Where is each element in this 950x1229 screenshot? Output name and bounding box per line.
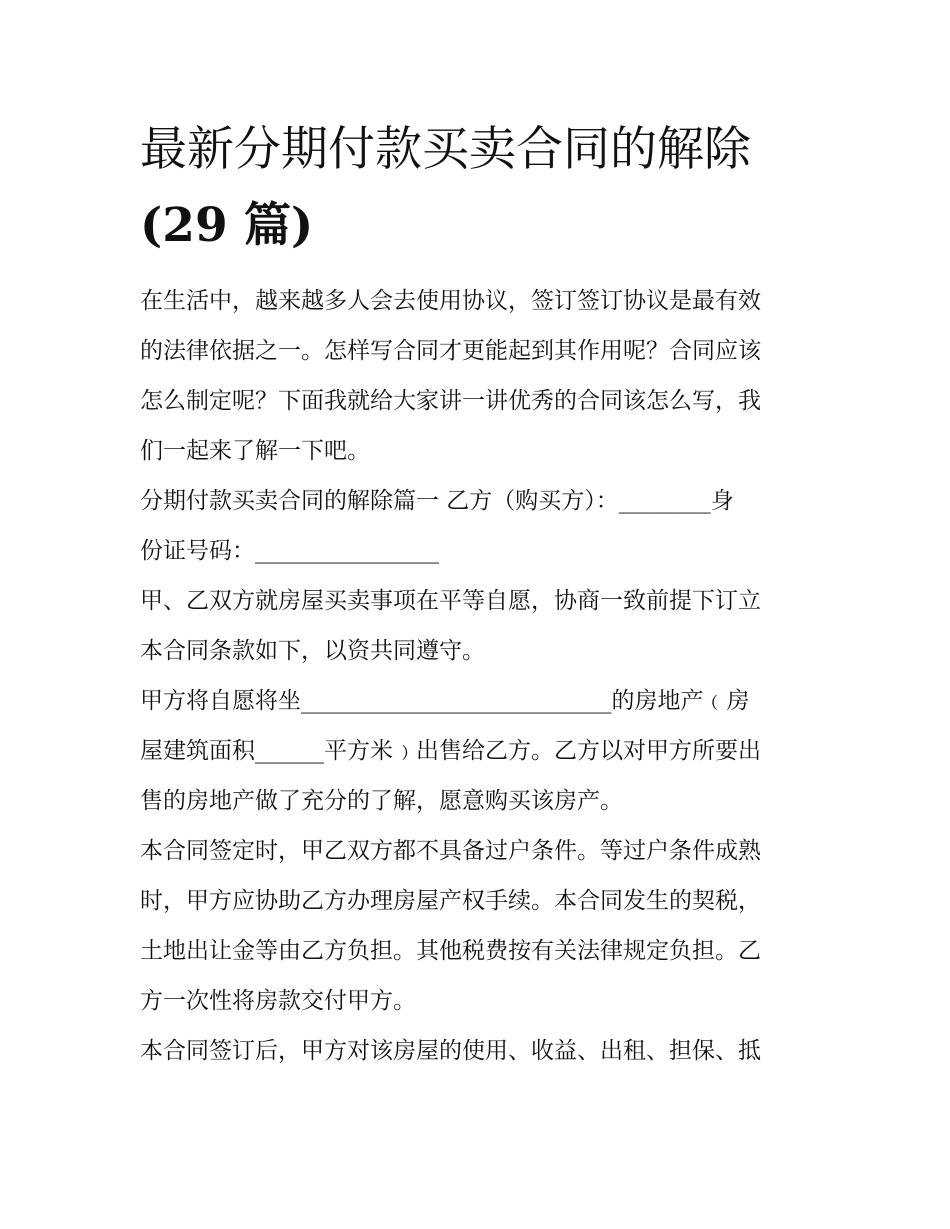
paragraph-intro (140, 276, 812, 476)
text-line: 方一次性将房款交付甲方。 (140, 988, 416, 1014)
title-line-2: (29 篇) (140, 198, 314, 253)
text-line: 甲、乙双方就房屋买卖事项在平等自愿，协商一致前提下订立 (140, 588, 761, 614)
text-line: 的法律依据之一。怎样写合同才更能起到其作用呢？合同应该 (140, 338, 761, 364)
text-line: 售的房地产做了充分的了解，愿意购买该房产。 (140, 788, 623, 814)
paragraph-agreement (140, 576, 812, 676)
text-line: 本合同条款如下，以资共同遵守。 (140, 638, 485, 664)
text-line: 在生活中，越来越多人会去使用协议，签订签订协议是最有效 (140, 288, 761, 314)
text-line: 分期付款买卖合同的解除篇一 乙方（购买方）：________身 (140, 488, 734, 514)
text-line: 甲方将自愿将坐___________________________的房地产﹙房 (140, 688, 750, 714)
document-title (140, 112, 820, 264)
paragraph-party-b (140, 476, 812, 576)
text-line: 屋建筑面积______平方米﹚出售给乙方。乙方以对甲方所要出 (140, 738, 761, 764)
text-line: 份证号码：________________ (140, 538, 439, 564)
text-line: 怎么制定呢？下面我就给大家讲一讲优秀的合同该怎么写，我 (140, 388, 761, 414)
title-line-1: 最新分期付款买卖合同的解除 (140, 122, 751, 177)
text-line: 们一起来了解一下吧。 (140, 438, 370, 464)
paragraph-property (140, 676, 812, 826)
text-line: 土地出让金等由乙方负担。其他税费按有关法律规定负担。乙 (140, 938, 761, 964)
text-line: 时，甲方应协助乙方办理房屋产权手续。本合同发生的契税， (140, 888, 761, 914)
paragraph-transfer (140, 826, 812, 1026)
text-line: 本合同签订后，甲方对该房屋的使用、收益、出租、担保、抵 (140, 1038, 761, 1064)
document-body (140, 276, 812, 1076)
text-line: 本合同签定时，甲乙双方都不具备过户条件。等过户条件成熟 (140, 838, 761, 864)
paragraph-usage (140, 1026, 812, 1076)
